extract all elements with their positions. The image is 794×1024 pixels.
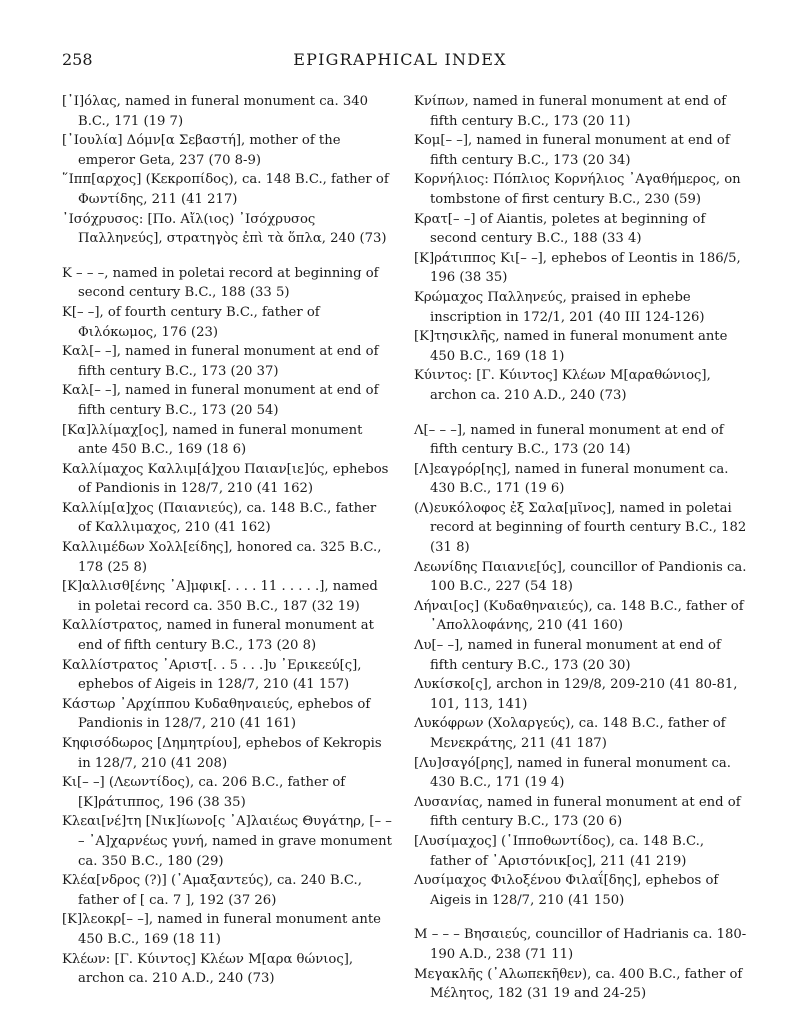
index-entry: Κηφισόδωρος [Δημητρίου], ephebos of Kekropis in 128/7, 210 (41 208) (62, 736, 382, 771)
index-entry: [Λ]εαγρόρ[ης], named in funeral monument ca. 430 B.C., 171 (19 6) (414, 461, 729, 497)
page-number: 258 (62, 50, 93, 69)
index-entry: Κλέα[νδρος (?)] (᾽Αμαξαντεύς), ca. 240 B.C., father of [ ca. 7 ], 192 (37 26) (62, 873, 362, 908)
index-entry: Καλλίμ[α]χος (Παιανιεύς), ca. 148 B.C., father of Καλλιμαχος, 210 (41 162) (62, 500, 377, 536)
index-entry: [Κ]λεοκρ[– –], named in funeral monument ante 450 B.C., 169 (18 11) (62, 912, 381, 947)
index-entry: Καλ[– –], named in funeral monument at end of fifth century B.C., 173 (20 54) (62, 383, 379, 418)
index-entry: [᾽Ι]όλας, named in funeral monument ca. 340 B.C., 171 (19 7) (62, 94, 369, 129)
index-entry: [᾽Ιουλία] Δόμν[α Σεβαστή], mother of the emperor Geta, 237 (70 8-9) (62, 133, 341, 168)
index-entry: Λ[– – –], named in funeral monument at end of fifth century B.C., 173 (20 14) (414, 422, 724, 458)
index-entry: Καλλίστρατος ᾽Αριστ[. . 5 . . .]υ ᾽Ερικεεύ[ς], ephebos of Aigeis in 128/7, 210 (41 157) (62, 657, 362, 693)
index-entry: Καλλιμέδων Χολλ[είδης], honored ca. 325 B.C., 178 (25 8) (62, 540, 382, 575)
index-entry: Κομ[– –], named in funeral monument at end of fifth century B.C., 173 (20 34) (414, 133, 730, 168)
index-entry: Καλλίστρατος, named in funeral monument at end of fifth century B.C., 173 (20 8) (62, 618, 374, 654)
index-entry: Λυσανίας, named in funeral monument at end of fifth century B.C., 173 (20 6) (414, 794, 741, 830)
index-entry: Λυκίσκο[ς], archon in 129/8, 209-210 (41 80-81, 101, 113, 141) (414, 677, 738, 712)
index-entry: [Κα]λλίμαχ[ος], named in funeral monument ante 450 B.C., 169 (18 6) (62, 422, 363, 458)
index-entry: Κι[– –] (Λεωντίδος), ca. 206 B.C., father of [Κ]ράτιππος, 196 (38 35) (62, 775, 346, 810)
index-entry: K[– –], of fourth century B.C., father of Φιλόκωμος, 176 (23) (62, 304, 320, 340)
left-column (62, 92, 392, 989)
running-title: EPIGRAPHICAL INDEX (293, 50, 507, 69)
index-entry: ῞Ιππ[αρχος] (Κεκροπίδος), ca. 148 B.C., father of Φωντίδης, 211 (41 217) (62, 172, 389, 207)
index-entry: Λυκόφρων (Χολαργεύς), ca. 148 B.C., father of Μενεκράτης, 211 (41 187) (414, 716, 726, 751)
index-entry: M – – – Βησαιεύς, councillor of Hadrianis ca. 180-190 A.D., 238 (71 11) (414, 927, 747, 962)
index-entry: Καλλίμαχος Καλλιμ[ά]χου Παιαν[ιε]ύς, ephebos of Pandionis in 128/7, 210 (41 162) (62, 461, 389, 497)
index-entry: Λήναι[ος] (Κυδαθηναιεύς), ca. 148 B.C., father of ᾽Απολλοφάνης, 210 (41 160) (414, 598, 744, 634)
index-entry: Κρώμαχος Παλληνεύς, praised in ephebe inscription in 172/1, 201 (40 III 124-126) (414, 289, 705, 325)
index-entry: Κύιντος: [Γ. Κύιντος] Κλέων Μ[αραθώνιος], archon ca. 210 A.D., 240 (73) (414, 368, 711, 403)
section-gap (414, 406, 748, 421)
index-entry: [Κ]αλλισθ[ένης ᾽Α]μφικ[. . . . 11 . . . . .], named in poletai record ca. 350 B.C., 187 (32 19) (62, 579, 378, 614)
index-entry: [Κ]τησικλῆς, named in funeral monument ante 450 B.C., 169 (18 1) (414, 329, 728, 364)
index-entry: [Λυσίμαχος] (῾Ιπποθωντίδος), ca. 148 B.C., father of ᾽Αριστόνικ[ος], 211 (41 219) (414, 833, 705, 869)
page-header (62, 50, 738, 78)
index-entry: Λεωνίδης Παιανιε[ύς], councillor of Pandionis ca. 100 B.C., 227 (54 18) (414, 559, 747, 595)
index-entry: Κλέων: [Γ. Κύιντος] Κλέων Μ[αρα θώνιος], archon ca. 210 A.D., 240 (73) (62, 951, 354, 987)
index-entry: (Λ)ευκόλοφος ἐξ Σαλα[μῖνος], named in poletai record at beginning of fourth century B.C., 182 (31 8) (414, 500, 747, 556)
index-entry: Κνίπων, named in funeral monument at end of fifth century B.C., 173 (20 11) (414, 94, 727, 129)
section-gap (62, 249, 392, 264)
index-entry: Λυσίμαχος Φιλοξένου Φιλαΐ[δης], ephebos of Aigeis in 128/7, 210 (41 150) (414, 873, 719, 908)
section-gap (414, 910, 748, 925)
index-entry: Κρατ[– –] of Aiantis, poletes at beginning of second century B.C., 188 (33 4) (414, 211, 706, 247)
index-entry: Κλεαι[νέ]τη [Νικ]ίωνο[ς ᾽Α]λαιέως Θυγάτηρ, [– – – ᾽Α]χαρνέως γυνή, named in grave monument ca. 350 B.C., 180 (29) (62, 814, 392, 869)
index-entry: Λυ[– –], named in funeral monument at end of fifth century B.C., 173 (20 30) (414, 638, 721, 673)
index-entry: K – – –, named in poletai record at beginning of second century B.C., 188 (33 5) (62, 265, 379, 301)
index-entry: [Λυ]σαγό[ρης], named in funeral monument ca. 430 B.C., 171 (19 4) (414, 755, 731, 791)
index-entry: Κορνήλιος: Πόπλιος Κορνήλιος ᾽Αγαθήμερος, on tombstone of first century B.C., 230 (59) (414, 172, 741, 207)
index-entry: Καλ[– –], named in funeral monument at end of fifth century B.C., 173 (20 37) (62, 344, 379, 379)
index-entry: Μεγακλῆς (᾽Αλωπεκῆθεν), ca. 400 B.C., father of Μέλητος, 182 (31 19 and 24-25) (414, 966, 743, 1002)
index-entry: [Κ]ράτιππος Κι[– –], ephebos of Leontis in 186/5, 196 (38 35) (414, 250, 741, 286)
index-entry: Κάστωρ ᾽Αρχίππου Κυδαθηναιεύς, ephebos of Pandionis in 128/7, 210 (41 161) (62, 696, 371, 732)
right-column (414, 92, 748, 1004)
index-entry: ᾽Ισόχρυσος: [Πο. Αἴλ(ιος) ᾽Ισόχρυσος Παλληνεύς], στρατηγὸς ἐπὶ τὰ ὅπλα, 240 (73) (62, 211, 387, 247)
